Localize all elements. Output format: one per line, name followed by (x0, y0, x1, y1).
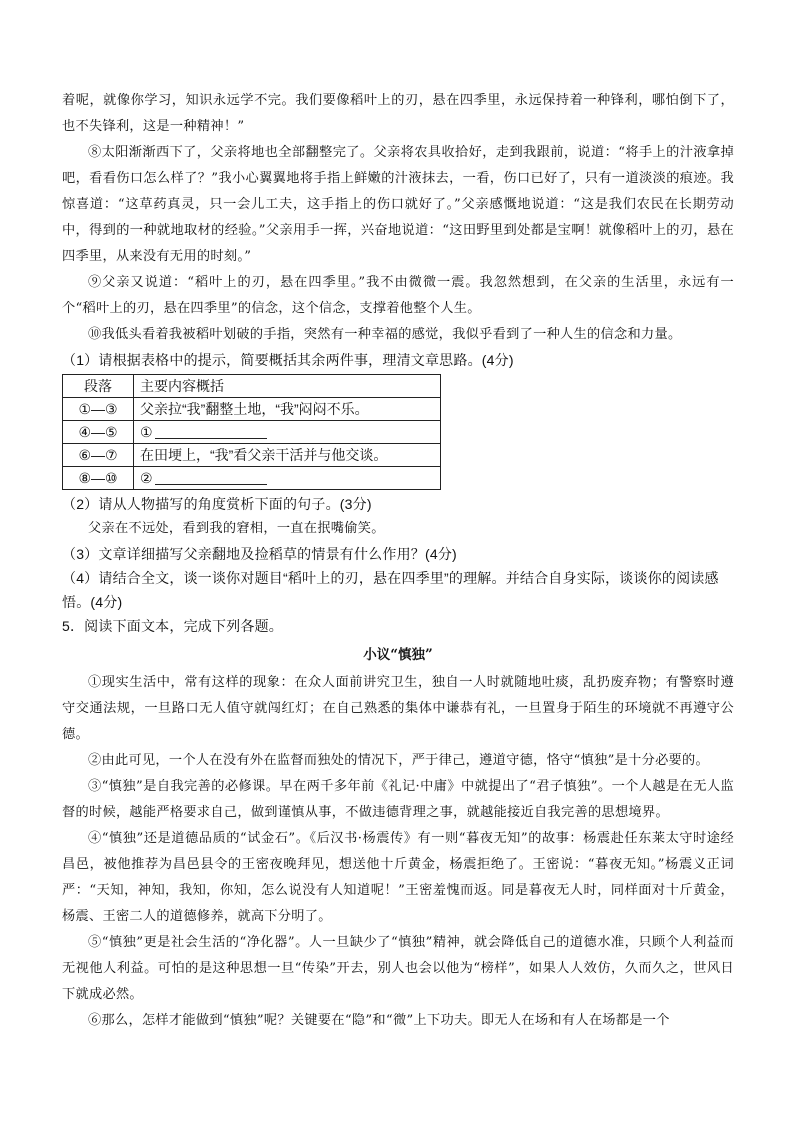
article-paragraph-1: ①现实生活中，常有这样的现象：在众人面前讲究卫生，独自一人时就随地吐痰，乱扔废弃物；有警察时遵守交通法规，一旦路口无人值守就闯红灯；在自己熟悉的集体中谦恭有礼，一旦置身于陌生的环境就不再遵守公德。 (62, 675, 734, 742)
article-title: 小议“慎独” (363, 647, 433, 663)
summary-table (62, 374, 441, 490)
story-paragraph-9: ⑨父亲又说道：“稻叶上的刃，悬在四季里。”我不由微微一震。我忽然想到，在父亲的生活里，永远有一个“稻叶上的刃，悬在四季里”的信念，这个信念，支撑着他整个人生。 (62, 275, 734, 316)
table-cell-content: 在田埂上，“我”看父亲干活并与他交谈。 (134, 444, 441, 467)
table-row (63, 444, 441, 467)
answer-blank-line[interactable] (155, 470, 267, 485)
table-cell-para: ⑥—⑦ (63, 444, 134, 467)
article-paragraph-2: ②由此可见，一个人在没有外在监督而独处的情况下，严于律己，遵道守德，恪守“慎独”是十分必要的。 (88, 753, 710, 768)
story-paragraph-7-end: 着呢，就像你学习，知识永远学不完。我们要像稻叶上的刃，悬在四季里，永远保持着一种锋利，哪怕倒下了，也不失锋利，这是一种精神！” (62, 93, 734, 134)
question-2: （2）请从人物描写的角度赏析下面的句子。(3分) (62, 496, 372, 512)
table-header-cell: 段落 (63, 375, 134, 398)
table-cell-para: ①—③ (63, 398, 134, 421)
question-5: 5．阅读下面文本，完成下列各题。 (62, 618, 283, 634)
blank-number: ① (140, 423, 153, 440)
table-header-row (63, 375, 441, 398)
table-cell-content[interactable] (134, 467, 441, 490)
table-cell-para: ⑧—⑩ (63, 467, 134, 490)
document-page (62, 88, 734, 1034)
table-cell-para: ④—⑤ (63, 421, 134, 444)
table-row (63, 421, 441, 444)
table-row (63, 398, 441, 421)
story-paragraph-10: ⑩我低头看着我被稻叶划破的手指，突然有一种幸福的感觉，我似乎看到了一种人生的信念和力量。 (88, 327, 682, 342)
question-2-quote: 父亲在不远处，看到我的窘相，一直在抿嘴偷笑。 (88, 521, 385, 536)
table-header-cell: 主要内容概括 (134, 375, 441, 398)
question-4: （4）请结合全文，谈一谈你对题目“稻叶上的刃，悬在四季里”的理解。并结合自身实际，谈谈你的阅读感悟。(4分) (62, 570, 719, 610)
question-3: （3）文章详细描写父亲翻地及捡稻草的情景有什么作用？(4分) (62, 546, 457, 562)
blank-number: ② (140, 469, 153, 486)
article-paragraph-5: ⑤“慎独”更是社会生活的“净化器”。人一旦缺少了“慎独”精神，就会降低自己的道德水准，只顾个人利益而无视他人利益。可怕的是这种思想一旦“传染”开去，别人也会以他为“榜样”，如果人人效仿，久而久之，世风日下就成必然。 (62, 935, 734, 1002)
table-cell-content: 父亲拉“我”翻整土地，“我”闷闷不乐。 (134, 398, 441, 421)
article-paragraph-3: ③“慎独”是自我完善的必修课。早在两千多年前《礼记·中庸》中就提出了“君子慎独”。一个人越是在无人监督的时候，越能严格要求自己，做到谨慎从事，不做违德背理之事，就越能接近自我完善的思想境界。 (62, 779, 734, 820)
question-1: （1）请根据表格中的提示，简要概括其余两件事，理清文章思路。(4分) (62, 352, 514, 368)
table-cell-content[interactable] (134, 421, 441, 444)
article-paragraph-4: ④“慎独”还是道德品质的“试金石”。《后汉书·杨震传》有一则“暮夜无知”的故事：杨震赴任东莱太守时途经昌邑，被他推荐为昌邑县令的王密夜晚拜见，想送他十斤黄金，杨震拒绝了。王密说：“暮夜无知。”杨震义正词严：“天知，神知，我知，你知，怎么说没有人知道呢！”王密羞愧而返。同是暮夜无人时，同样面对十斤黄金，杨震、王密二人的道德修养，就高下分明了。 (62, 831, 734, 924)
answer-blank-line[interactable] (155, 424, 267, 439)
article-paragraph-6: ⑥那么，怎样才能做到“慎独”呢？关键要在“隐”和“微”上下功夫。即无人在场和有人在场都是一个 (88, 1013, 670, 1028)
story-paragraph-8: ⑧太阳渐渐西下了，父亲将地也全部翻整完了。父亲将农具收拾好，走到我跟前，说道：“将手上的汁液拿掉吧，看看伤口怎么样了？”我小心翼翼地将手指上鲜嫩的汁液抹去，一看，伤口已好了，只有一道淡淡的痕迹。我惊喜道：“这草药真灵，只一会儿工夫，这手指上的伤口就好了。”父亲感慨地说道：“这是我们农民在长期劳动中，得到的一种就地取材的经验。”父亲用手一挥，兴奋地说道：“这田野里到处都是宝啊！就像稻叶上的刃，悬在四季里，从来没有无用的时刻。” (62, 145, 734, 264)
table-row (63, 467, 441, 490)
